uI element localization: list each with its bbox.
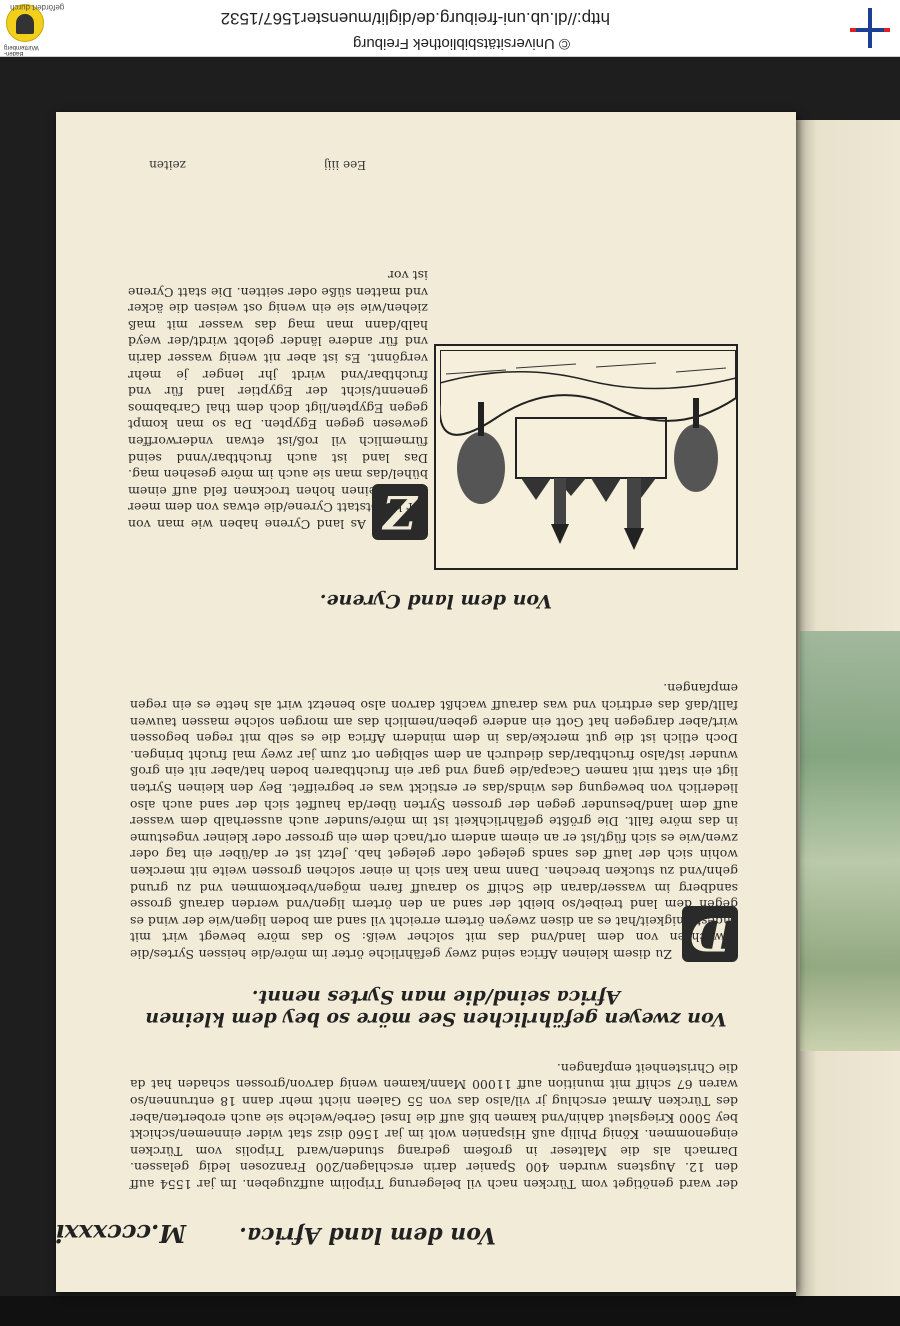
running-head: Von dem land Africa. [239,1222,496,1248]
catchword: zeiten [149,158,186,172]
decorated-initial-icon: D [682,906,738,962]
decorated-initial-cyrene-icon: Z [372,484,428,540]
woodcut-city-icon [440,350,736,568]
paragraph-cyrene: As land Cyrene haben wie man von der hauptstatt Cyrene/die etwas von dem meer ligt/hat einen hohen trocknen feld auff einem bühel/das man sie auch im möre gesehen mag. Das land ist auch fruchtbar/vnnd seind fürnemlich vil roß/ist etwan vnderworffen gewesen gegen Egypten. Da so man kompt gegen Egypten/ligt doch dem thal Carbabmos genennt/sicht der Egyptier land für vnd fruchtbar/vnd wirdt jhr lenger je mehr vergönnt. Es ist aber nit wenig wasser darin vnd für andere länder gelobt wirdt/der weyd halb/dann man mag das wasser mit maß ziehen/wie sie ein wenig ost weisen die äcker vnd matten süße oder seitten. Die statt Cyrene ist vor [128,268,428,532]
signature-mark: Eee iiij [323,158,366,172]
scan-bottom-edge [0,1296,900,1326]
funder-caption: gefördert durch [10,3,65,12]
book-scan [0,56,900,1318]
section-heading-cyrene: Von dem land Cyrene. [319,590,553,612]
copyright-notice: © Universitätsbibliothek Freiburg [353,35,570,52]
book-page [56,112,796,1292]
digitization-banner [0,0,900,57]
paragraph-tripolis: der ward genötiget vom Türcken nach vil belegerung Tripolim auffzugeben. Im jar 1554 auff den 12. Augstens wurden 400 Spanier darin erschlagen/200 Franzosen ledig gelassen. Darnach als die Malteser in großem gedrang stunden/ward Tripolis vom Türcken eingenommen. König Philip auß Hispanien wolt im jar 1560 disz stat wider einnemen/schickt bey 5000 Kriegsleut dahin/vnd kamen biß auff die Insel Gerbe/welche sie auch eroberten/aber des Türcken Armat erschlug jr vil/also das von 55 Galeen nicht mehr dann 18 entrunnen/so waren 67 schiff mit munition auff 11000 Mann/kamen wenig darvon/grossen schaden hat da die Christenheit empfangen. [130,1060,738,1192]
page-header [55,1208,746,1248]
library-logo-icon[interactable] [850,8,890,48]
funder-name: Baden-Württemberg [4,44,39,56]
folio-number: M.cccxxxi [55,1219,186,1248]
page-content-rotated [56,112,796,1292]
coloured-map-fragment [800,631,900,1051]
section-heading-syrtes: Von zweyen gefährlichen See möre so bey dem kleinen Africa seind/die man Syrtes nennt. [145,986,727,1030]
woodcut-city-illustration [434,344,738,570]
page-footer [106,152,746,172]
source-url[interactable]: http://dl.ub.uni-freiburg.de/diglit/muenster1567/1532 [220,9,610,28]
paragraph-syrtes: Zu disem kleinen Africa seind zwey gefährliche örter im möre/die heissen Syrtes/die erwachsen von dem land/vnd das mit solcher weiß: So das möre bewegt wirt mit vngestümigkeit/hat es an disen zweyen örtern erreicht vil sand am boden ligen/wie der wind es gegen dem land treibet/so bleibt der sand an den örtern ligen/vnd werden darauß grosse sandberg im wasser/daran die Schiff so darauff faren mögen/vberkommen vnd zu grund gehn/vnd zu stucken brechen. Dann man kan sich in einer solchen grossen weite nit mercken wohin sich der lauff des sands geleget oder geleget hab. Jetzt ist er da/über ein tag oder zwen/wie es sich fügt/ist er an einem andern ort/nach dem ein grosser oder kleiner vngestume in das möre fallt. Die größte gefährlichkeit ist im möre/sunder auch ausserhalb dem wasser auff dem land/besunder gegen der grossen Syrten über/da hauffet sich der sand auch also liederlich von bewegung des winds/das er erstickt was er begreiffet. Bey den kleinen Syrten ligt ein statt mit namen Cacapa/die gang vnd gar ein fruchtbaren boden hat/aber nit ein groß wunder ist/also fruchtbar/das diedurch an dem selbigen ort zum jar zwey mal frucht bringen. Doch etlich ist die gut mercke/das in dem mindern Africa die es selb mit regen begossen wirt/aber dargegen hat Gott ein andere geben/nemlich das am morgen solche massen tauwen fallt/daß das erdtrich vnd was darauff wachßt darvon also benetzt wirt als hette es ein regen empfangen. [130,681,738,962]
